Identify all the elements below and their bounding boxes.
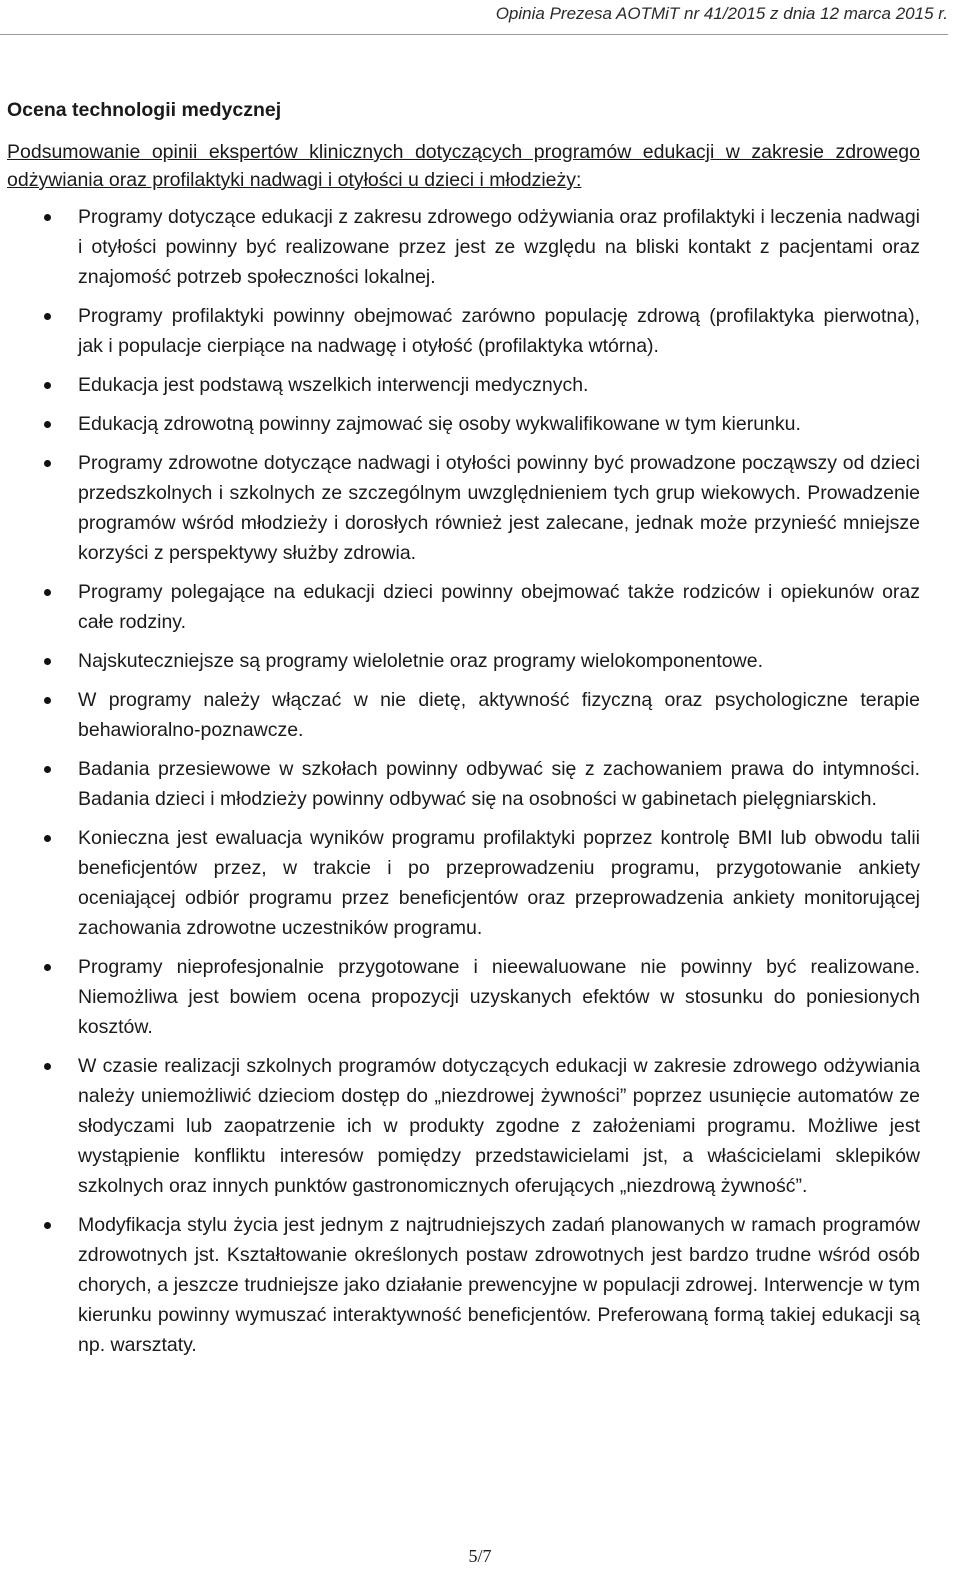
list-item (7, 448, 920, 568)
bullet-icon (44, 382, 51, 389)
list-item-text: Edukacja jest podstawą wszelkich interwencji medycznych. (78, 374, 589, 396)
list-item-text: Badania przesiewowe w szkołach powinny odbywać się z zachowaniem prawa do intymności. Badania dzieci i młodzieży powinny odbywać się na osobności w gabinetach pielęgniarskich. (78, 758, 920, 810)
bullet-icon (44, 766, 51, 773)
list-item (7, 1051, 920, 1201)
list-item-text: Programy zdrowotne dotyczące nadwagi i otyłości powinny być prowadzone począwszy od dzieci przedszkolnych i szkolnych ze szczególnym uwzględnieniem tych grup wiekowych. Prowadzenie programów wśród młodzieży i dorosłych również jest zalecane, jednak może przynieść mniejsze korzyści z perspektywy służby zdrowia. (78, 452, 920, 564)
bullet-icon (44, 658, 51, 665)
page-header (0, 0, 948, 35)
bullet-icon (44, 421, 51, 428)
list-item-text: W programy należy włączać w nie dietę, aktywność fizyczną oraz psychologiczne terapie behawioralno-poznawcze. (78, 689, 920, 741)
section-title: Ocena technologii medycznej (7, 99, 282, 121)
list-item (7, 646, 920, 676)
list-item (7, 370, 920, 400)
list-item (7, 823, 920, 943)
list-item (7, 409, 920, 439)
list-item-text: Programy profilaktyki powinny obejmować zarówno populację zdrową (profilaktyka pierwotna), jak i populacje cierpiące na nadwagę i otyłość (profilaktyka wtórna). (78, 305, 920, 357)
list-item-text: Konieczna jest ewaluacja wyników programu profilaktyki poprzez kontrolę BMI lub obwodu talii beneficjentów przez, w trakcie i po przeprowadzeniu programu, przygotowanie ankiety oceniającej odbiór programu przez beneficjentów oraz przeprowadzenia ankiety monitorującej zachowania zdrowotne uczestników programu. (78, 827, 920, 939)
bullet-icon (44, 1222, 51, 1229)
summary-heading: Podsumowanie opinii ekspertów klinicznych dotyczących programów edukacji w zakresie zdrowego odżywiania oraz profilaktyki nadwagi i otyłości u dzieci i młodzieży: (7, 141, 920, 191)
header-title: Opinia Prezesa AOTMiT nr 41/2015 z dnia 12 marca 2015 r. (495, 4, 948, 23)
list-item-text: Modyfikacja stylu życia jest jednym z najtrudniejszych zadań planowanych w ramach programów zdrowotnych jst. Kształtowanie określonych postaw zdrowotnych jest bardzo trudne wśród osób chorych, a jeszcze trudniejsze jako działanie prewencyjne w populacji zdrowej. Interwencje w tym kierunku powinny wymuszać interaktywność beneficjentów. Preferowaną formą takiej edukacji są np. warsztaty. (78, 1214, 920, 1356)
list-item-text: Najskuteczniejsze są programy wieloletnie oraz programy wielokomponentowe. (78, 650, 763, 672)
bullet-icon (44, 697, 51, 704)
recommendations-list (7, 202, 920, 1360)
bullet-icon (44, 460, 51, 467)
list-item (7, 577, 920, 637)
list-item-text: Programy polegające na edukacji dzieci powinny obejmować także rodziców i opiekunów oraz całe rodziny. (78, 581, 920, 633)
bullet-icon (44, 964, 51, 971)
document-body (7, 96, 920, 1369)
bullet-icon (44, 835, 51, 842)
bullet-icon (44, 313, 51, 320)
list-item (7, 952, 920, 1042)
list-item (7, 301, 920, 361)
bullet-icon (44, 589, 51, 596)
list-item-text: Programy nieprofesjonalnie przygotowane i nieewaluowane nie powinny być realizowane. Niemożliwa jest bowiem ocena propozycji uzyskanych efektów w stosunku do poniesionych kosztów. (78, 956, 920, 1038)
list-item (7, 202, 920, 292)
bullet-icon (44, 1063, 51, 1070)
bullet-icon (44, 214, 51, 221)
list-item (7, 754, 920, 814)
list-item-text: Programy dotyczące edukacji z zakresu zdrowego odżywiania oraz profilaktyki i leczenia nadwagi i otyłości powinny być realizowane przez jest ze względu na bliski kontakt z pacjentami oraz znajomość potrzeb społeczności lokalnej. (78, 206, 920, 288)
list-item (7, 685, 920, 745)
list-item-text: Edukacją zdrowotną powinny zajmować się osoby wykwalifikowane w tym kierunku. (78, 413, 801, 435)
list-item-text: W czasie realizacji szkolnych programów dotyczących edukacji w zakresie zdrowego odżywiania należy uniemożliwić dzieciom dostęp do „niezdrowej żywności” poprzez usunięcie automatów ze słodyczami lub zaopatrzenie ich w produkty zgodne z założeniami programu. Możliwe jest wystąpienie konfliktu interesów pomiędzy przedstawicielami jst, a właścicielami sklepików szkolnych oraz innych punktów gastronomicznych oferujących „niezdrową żywność”. (78, 1055, 920, 1197)
list-item (7, 1210, 920, 1360)
page-number: 5/7 (468, 1546, 492, 1566)
